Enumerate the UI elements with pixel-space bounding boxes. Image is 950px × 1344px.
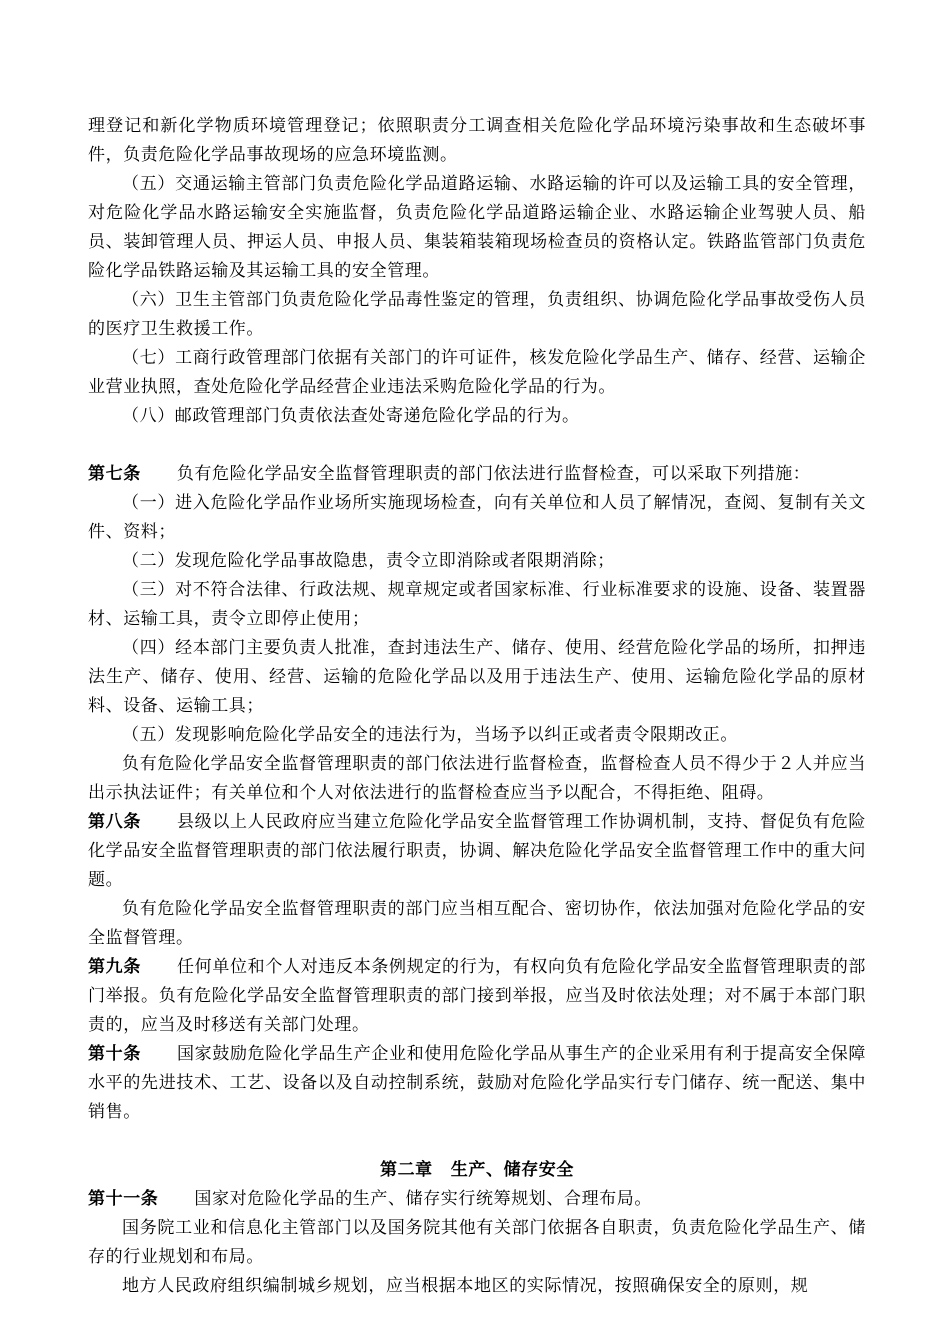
article-9-label: 第九条 [88, 957, 142, 977]
paragraph-continuation: 理登记和新化学物质环境管理登记；依照职责分工调查相关危险化学品环境污染事故和生态破坏事件，负责危险化学品事故现场的应急环境监测。 [88, 116, 866, 165]
article-11-paragraph-2: 国务院工业和信息化主管部门以及国务院其他有关部门依据各自职责，负责危险化学品生产、储存的行业规划和布局。 [88, 1218, 866, 1267]
article-11-label: 第十一条 [88, 1189, 159, 1209]
article-7-item-2: （二）发现危险化学品事故隐患，责令立即消除或者限期消除； [122, 551, 615, 571]
article-10 [88, 1040, 866, 1127]
blank-line [88, 431, 866, 460]
article-7-item-1: （一）进入危险化学品作业场所实施现场检查，向有关单位和人员了解情况，查阅、复制有关文件、资料； [88, 493, 866, 542]
article-7-item-4: （四）经本部门主要负责人批准，查封违法生产、储存、使用、经营危险化学品的场所，扣押违法生产、储存、使用、经营、运输的危险化学品以及用于违法生产、使用、运输危险化学品的原材料、设备、运输工具； [88, 638, 866, 716]
article-7-item-5: （五）发现影响危险化学品安全的违法行为，当场予以纠正或者责令限期改正。 [122, 725, 738, 745]
paragraph-item-6: （六）卫生主管部门负责危险化学品毒性鉴定的管理，负责组织、协调危险化学品事故受伤人员的医疗卫生救援工作。 [88, 290, 866, 339]
document-body [88, 112, 866, 1301]
article-9-text: 任何单位和个人对违反本条例规定的行为，有权向负有危险化学品安全监督管理职责的部门举报。负有危险化学品安全监督管理职责的部门接到举报，应当及时依法处理；对不属于本部门职责的，应当及时移送有关部门处理。 [88, 957, 866, 1035]
article-11 [88, 1185, 866, 1214]
article-10-label: 第十条 [88, 1044, 142, 1064]
chapter-title: 生产、储存安全 [450, 1160, 574, 1180]
article-11-paragraph-3: 地方人民政府组织编制城乡规划，应当根据本地区的实际情况，按照确保安全的原则，规 [122, 1276, 809, 1296]
article-8 [88, 808, 866, 895]
article-11-text: 国家对危险化学品的生产、储存实行统筹规划、合理布局。 [194, 1189, 653, 1209]
blank-line [88, 1127, 866, 1156]
article-7-paragraph-2: 负有危险化学品安全监督管理职责的部门依法进行监督检查，监督检查人员不得少于２人并应当出示执法证件；有关单位和个人对依法进行的监督检查应当予以配合，不得拒绝、阻碍。 [88, 754, 866, 803]
chapter-number: 第二章 [379, 1160, 433, 1180]
article-9 [88, 953, 866, 1040]
article-7-text: 负有危险化学品安全监督管理职责的部门依法进行监督检查，可以采取下列措施： [176, 464, 811, 484]
chapter-heading [88, 1156, 866, 1185]
article-7 [88, 460, 866, 489]
article-7-item-3: （三）对不符合法律、行政法规、规章规定或者国家标准、行业标准要求的设施、设备、装置器材、运输工具，责令立即停止使用； [88, 580, 866, 629]
article-10-text: 国家鼓励危险化学品生产企业和使用危险化学品从事生产的企业采用有利于提高安全保障水平的先进技术、工艺、设备以及自动控制系统，鼓励对危险化学品实行专门储存、统一配送、集中销售。 [88, 1044, 866, 1122]
article-8-label: 第八条 [88, 812, 142, 832]
paragraph-item-7: （七）工商行政管理部门依据有关部门的许可证件，核发危险化学品生产、储存、经营、运输企业营业执照，查处危险化学品经营企业违法采购危险化学品的行为。 [88, 348, 866, 397]
paragraph-item-5: （五）交通运输主管部门负责危险化学品道路运输、水路运输的许可以及运输工具的安全管理，对危险化学品水路运输安全实施监督，负责危险化学品道路运输企业、水路运输企业驾驶人员、船员、装卸管理人员、押运人员、申报人员、集装箱装箱现场检查员的资格认定。铁路监管部门负责危险化学品铁路运输及其运输工具的安全管理。 [88, 174, 866, 281]
article-8-paragraph-2: 负有危险化学品安全监督管理职责的部门应当相互配合、密切协作，依法加强对危险化学品的安全监督管理。 [88, 899, 866, 948]
paragraph-item-8: （八）邮政管理部门负责依法查处寄递危险化学品的行为。 [122, 406, 580, 426]
article-8-text: 县级以上人民政府应当建立危险化学品安全监督管理工作协调机制，支持、督促负有危险化学品安全监督管理职责的部门依法履行职责，协调、解决危险化学品安全监督管理工作中的重大问题。 [88, 812, 866, 890]
article-7-label: 第七条 [88, 464, 141, 484]
